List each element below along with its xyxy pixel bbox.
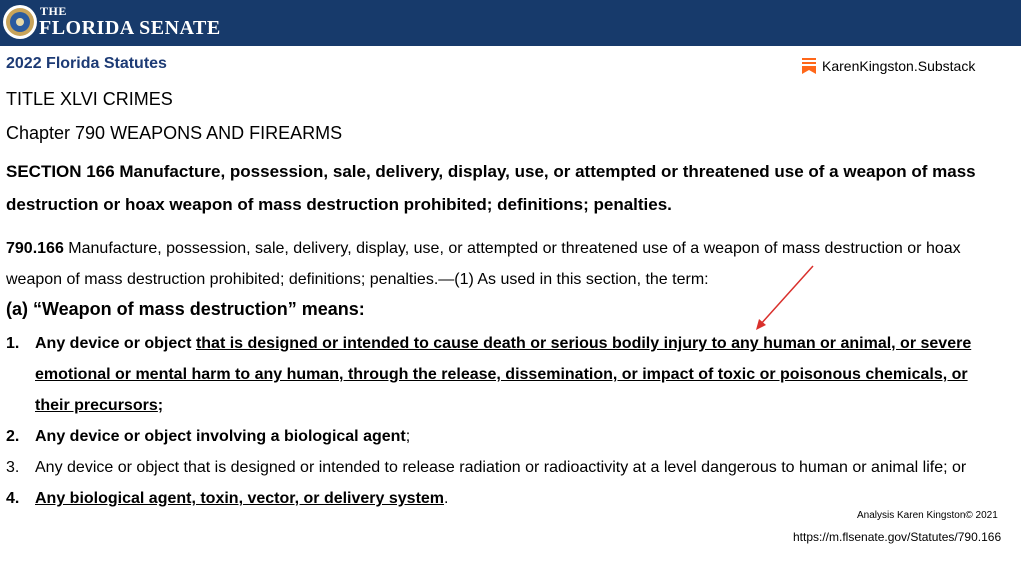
definition-list (6, 328, 1006, 514)
item-tail: ; (405, 428, 411, 445)
item-underlined: Any biological agent, toxin, vector, or delivery system (35, 490, 445, 507)
statutes-year-label: 2022 Florida Statutes (6, 55, 167, 72)
senate-seal-icon (2, 4, 38, 40)
item-number: 2. (6, 428, 20, 445)
item-number: 4. (6, 490, 20, 507)
banner-the: THE (40, 4, 67, 18)
senate-banner (0, 0, 1021, 46)
item-tail: ; (157, 397, 164, 414)
section-heading: SECTION 166 Manufacture, possession, sale, delivery, display, use, or attempted or threatened use of a weapon of mass destruction or hoax weapon of mass destruction prohibited; definitions; penalties. (6, 162, 976, 214)
substack-icon (802, 58, 816, 74)
banner-title[interactable]: FLORIDA SENATE (39, 17, 221, 39)
statute-text: Manufacture, possession, sale, delivery, display, use, or attempted or threatened use of a weapon of mass destruction or hoax weapon of mass destruction prohibited; definitions; penalties.—(1) As used in this section, the term: (6, 240, 961, 288)
list-item (6, 421, 1006, 452)
definition-subhead: (a) “Weapon of mass destruction” means: (6, 299, 365, 319)
substack-credit (802, 58, 975, 74)
item-underlined: that is designed or intended to cause death or serious bodily injury to any human or animal, or severe emotional or mental harm to any human, through the release, dissemination, or impact of toxic or poisonous chemicals, or their precursors (35, 335, 972, 414)
analysis-credit: Analysis Karen Kingston© 2021 (857, 510, 998, 521)
statute-paragraph (6, 233, 1011, 295)
item-number: 3. (6, 459, 20, 476)
list-item (6, 328, 1006, 421)
substack-label: KarenKingston.Substack (822, 58, 976, 74)
statute-number: 790.166 (6, 240, 64, 257)
chapter-heading: Chapter 790 WEAPONS AND FIREARMS (6, 123, 343, 143)
item-tail: . (444, 490, 449, 507)
list-item (6, 452, 1006, 483)
item-lead: Any device or object involving a biological agent (35, 428, 406, 445)
item-text: Any device or object that is designed or intended to release radiation or radioactivity at a level dangerous to human or animal life; or (35, 459, 967, 476)
item-lead: Any device or object (35, 335, 196, 352)
title-heading: TITLE XLVI CRIMES (6, 89, 173, 109)
list-item (6, 483, 1006, 514)
source-url-link[interactable]: https://m.flsenate.gov/Statutes/790.166 (793, 530, 1002, 544)
item-number: 1. (6, 335, 20, 352)
